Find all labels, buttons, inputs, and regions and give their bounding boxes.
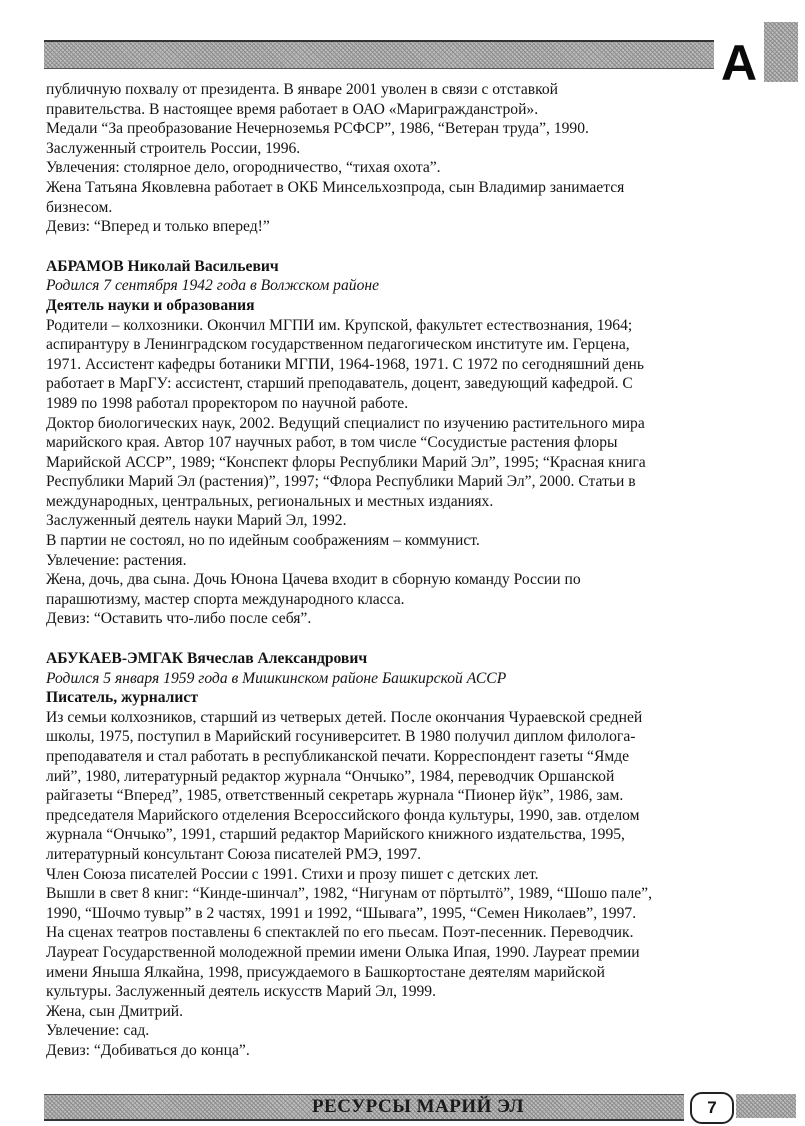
text-line: Член Союза писателей России с 1991. Стихи и прозу пишет с детских лет.	[46, 865, 539, 883]
text-line: аспирантуру в Ленинградском государственном педагогическом институте им. Герцена,	[46, 336, 630, 354]
header-decorative-bar	[44, 40, 714, 69]
text-line: Девиз: “Оставить что-либо после себя”.	[46, 610, 312, 628]
text-line: парашютизму, мастер спорта международного класса.	[46, 590, 405, 608]
text-line: Жена Татьяна Яковлевна работает в ОКБ Минсельхозпрода, сын Владимир занимается	[46, 178, 625, 196]
text-line: лий”, 1980, литературный редактор журнала “Ончыко”, 1984, переводчик Оршанской	[46, 767, 615, 785]
entry-occupation: Писатель, журналист	[46, 689, 199, 707]
text-line: международных, центральных, региональных и местных изданиях.	[46, 492, 494, 510]
entry-abramov	[46, 257, 746, 629]
text-line: На сценах театров поставлены 6 спектаклей по его пьесам. Поэт-песенник. Переводчик.	[46, 924, 634, 942]
entry-spacer	[46, 629, 746, 649]
text-line: 1971. Ассистент кафедры ботаники МГПИ, 1964-1968, 1971. С 1972 по сегодняшний день	[46, 355, 644, 373]
entry-birth: Родился 7 сентября 1942 года в Волжском районе	[46, 277, 380, 295]
text-line: Доктор биологических наук, 2002. Ведущий специалист по изучению растительного мира	[46, 414, 645, 432]
header-edge-bar	[764, 22, 798, 82]
text-line: райгазеты “Вперед”, 1985, ответственный секретарь журнала “Пионер йӱк”, 1986, зам.	[46, 787, 624, 805]
text-line: Заслуженный деятель науки Марий Эл, 1992.	[46, 512, 347, 530]
text-line: культуры. Заслуженный деятель искусств Марий Эл, 1999.	[46, 983, 436, 1001]
text-line: правительства. В настоящее время работает в ОАО «Мариграждaнстрой».	[46, 100, 539, 118]
text-line: Вышли в свет 8 книг: “Кинде-шинчал”, 1982, “Нигунам от пӧртылтӧ”, 1989, “Шошо пале”,	[46, 885, 652, 903]
text-line: Марийской АССР”, 1989; “Конспект флоры Республики Марий Эл”, 1995; “Красная книга	[46, 453, 646, 471]
page-number: 7	[690, 1092, 734, 1124]
entry-spacer	[46, 237, 746, 257]
text-line: работает в МарГУ: ассистент, старший преподаватель, доцент, заведующий кафедрой. С	[46, 375, 633, 393]
text-line: публичную похвалу от президента. В январе 2001 уволен в связи с отставкой	[46, 81, 559, 98]
entry-birth: Родился 5 января 1959 года в Мишкинском районе Башкирской АССР	[46, 669, 507, 687]
text-line: Жена, сын Дмитрий.	[46, 1002, 184, 1020]
text-line: бизнесом.	[46, 198, 113, 216]
text-line: преподавателя и стал работать в республиканской печати. Корреспондент газеты “Ямде	[46, 748, 630, 765]
text-line: школы, 1975, поступил в Марийский госуниверситет. В 1980 получил диплом филолога-	[46, 728, 636, 746]
text-line: Родители – колхозники. Окончил МГПИ им. Крупской, факультет естествознания, 1964;	[46, 316, 633, 334]
text-line: Из семьи колхозников, старший из четверых детей. После окончания Чураевской средней	[46, 708, 643, 726]
text-line: Медали “За преобразование Нечерноземья РСФСР”, 1986, “Ветеран труда”, 1990.	[46, 120, 589, 138]
entry-abukaev-emgak	[46, 649, 746, 1060]
text-line: марийского края. Автор 107 научных работ, в том числе “Сосудистые растения флоры	[46, 434, 618, 452]
text-line: журнала “Ончыко”, 1991, старший редактор Марийского книжного издательства, 1995,	[46, 826, 625, 844]
text-line: 1990, “Шочмо тувыр” в 2 частях, 1991 и 1992, “Шывага”, 1995, “Семен Николаев”, 1997.	[46, 904, 637, 922]
entry-name: АБУКАЕВ-ЭМГАК Вячеслав Александрович	[46, 650, 368, 668]
text-line: В партии не состоял, но по идейным соображениям – коммунист.	[46, 532, 480, 550]
text-line: Республики Марий Эл (растения)”, 1997; “Флора Республики Марий Эл”, 2000. Статьи в	[46, 473, 636, 491]
text-line: Заслуженный строитель России, 1996.	[46, 139, 301, 157]
text-line: Девиз: “Добиваться до конца”.	[46, 1041, 250, 1059]
intro-block	[46, 80, 746, 237]
text-line: Увлечение: растения.	[46, 551, 187, 569]
text-line: председателя Марийского отделения Всероссийского фонда культуры, 1990, зав. отделом	[46, 806, 640, 824]
text-line: литературный консультант Союза писателей РМЭ, 1997.	[46, 845, 422, 863]
page-content	[46, 80, 746, 1061]
section-letter: А	[714, 40, 764, 86]
text-line: 1989 по 1998 работал проректором по научной работе.	[46, 394, 409, 412]
text-line: Лауреат Государственной молодежной премии имени Олыка Ипая, 1990. Лауреат премии	[46, 943, 640, 961]
entry-occupation: Деятель науки и образования	[46, 296, 255, 314]
text-line: Увлечение: сад.	[46, 1022, 150, 1040]
text-line: имени Яныша Ялкайна, 1998, присуждаемого в Башкортостане деятелям марийской	[46, 963, 605, 981]
entry-name: АБРАМОВ Николай Васильевич	[46, 257, 279, 275]
text-line: Жена, дочь, два сына. Дочь Юнона Цачева входит в сборную команду России по	[46, 571, 581, 589]
text-line: Девиз: “Вперед и только вперед!”	[46, 218, 270, 236]
footer-edge-bar	[736, 1094, 796, 1118]
text-line: Увлечения: столярное дело, огородничество, “тихая охота”.	[46, 159, 441, 177]
footer-title: РЕСУРСЫ МАРИЙ ЭЛ	[311, 1096, 525, 1117]
